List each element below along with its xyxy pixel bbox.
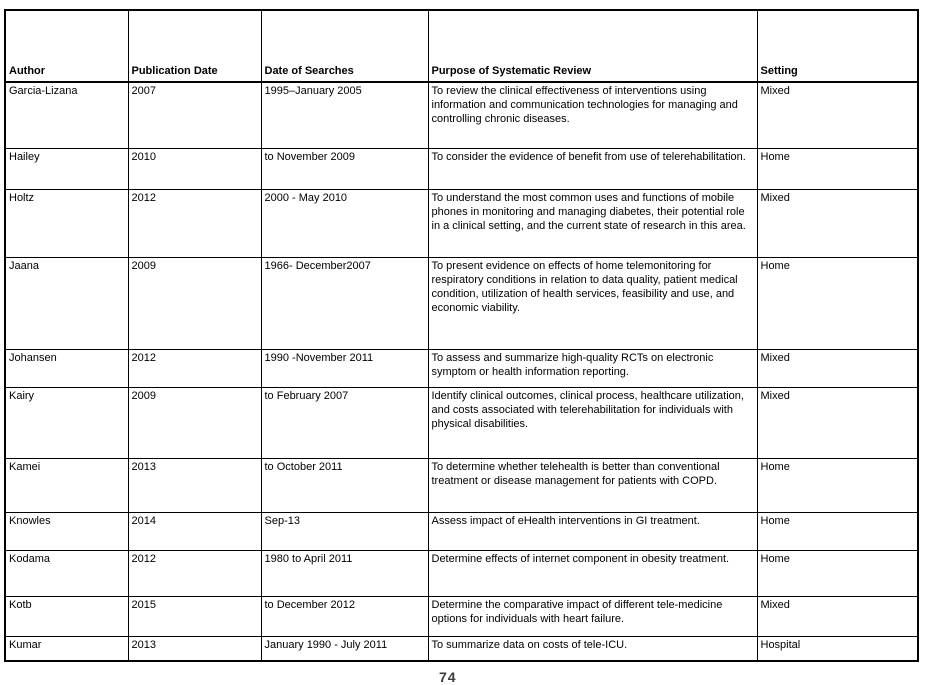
table-row bbox=[5, 350, 918, 388]
column-header-setting: Setting bbox=[757, 10, 918, 82]
cell-publication-date: 2012 bbox=[128, 350, 261, 388]
cell-purpose: Identify clinical outcomes, clinical process, healthcare utilization, and costs associated with telerehabilitation for individuals with physical disabilities. bbox=[428, 388, 757, 459]
cell-setting: Home bbox=[757, 459, 918, 513]
table-row bbox=[5, 459, 918, 513]
cell-setting: Hospital bbox=[757, 637, 918, 662]
cell-setting: Home bbox=[757, 551, 918, 597]
cell-date-of-searches: to November 2009 bbox=[261, 149, 428, 190]
cell-purpose: Determine effects of internet component in obesity treatment. bbox=[428, 551, 757, 597]
cell-date-of-searches: 1966- December2007 bbox=[261, 258, 428, 350]
table-row bbox=[5, 551, 918, 597]
cell-publication-date: 2010 bbox=[128, 149, 261, 190]
cell-date-of-searches: to October 2011 bbox=[261, 459, 428, 513]
cell-publication-date: 2007 bbox=[128, 82, 261, 149]
cell-setting: Home bbox=[757, 149, 918, 190]
cell-author: Hailey bbox=[5, 149, 128, 190]
cell-date-of-searches: 2000 - May 2010 bbox=[261, 190, 428, 258]
cell-author: Jaana bbox=[5, 258, 128, 350]
cell-purpose: To review the clinical effectiveness of interventions using information and communication technologies for managing and controlling chronic diseases. bbox=[428, 82, 757, 149]
page-number-text: 74 bbox=[439, 669, 457, 685]
cell-setting: Mixed bbox=[757, 350, 918, 388]
cell-publication-date: 2012 bbox=[128, 551, 261, 597]
column-header-purpose: Purpose of Systematic Review bbox=[428, 10, 757, 82]
cell-setting: Home bbox=[757, 513, 918, 551]
cell-setting: Mixed bbox=[757, 82, 918, 149]
cell-author: Kairy bbox=[5, 388, 128, 459]
cell-purpose: To present evidence on effects of home telemonitoring for respiratory conditions in relation to data quality, patient medical condition, utilization of health services, feasibility and use, and economic viability. bbox=[428, 258, 757, 350]
cell-author: Kamei bbox=[5, 459, 128, 513]
column-header-author: Author bbox=[5, 10, 128, 82]
cell-publication-date: 2009 bbox=[128, 258, 261, 350]
table-row bbox=[5, 597, 918, 637]
cell-date-of-searches: 1980 to April 2011 bbox=[261, 551, 428, 597]
table-row bbox=[5, 82, 918, 149]
table-row bbox=[5, 149, 918, 190]
cell-author: Knowles bbox=[5, 513, 128, 551]
page-number-partial bbox=[439, 669, 465, 685]
systematic-reviews-table bbox=[4, 9, 919, 662]
cell-author: Holtz bbox=[5, 190, 128, 258]
cell-date-of-searches: to February 2007 bbox=[261, 388, 428, 459]
cell-setting: Mixed bbox=[757, 190, 918, 258]
cell-purpose: To consider the evidence of benefit from use of telerehabilitation. bbox=[428, 149, 757, 190]
cell-publication-date: 2013 bbox=[128, 459, 261, 513]
table-header-row bbox=[5, 10, 918, 82]
column-header-publication-date: Publication Date bbox=[128, 10, 261, 82]
cell-purpose: Assess impact of eHealth interventions in GI treatment. bbox=[428, 513, 757, 551]
cell-date-of-searches: 1995–January 2005 bbox=[261, 82, 428, 149]
cell-purpose: To summarize data on costs of tele-ICU. bbox=[428, 637, 757, 662]
cell-author: Johansen bbox=[5, 350, 128, 388]
cell-publication-date: 2012 bbox=[128, 190, 261, 258]
table-row bbox=[5, 258, 918, 350]
cell-publication-date: 2009 bbox=[128, 388, 261, 459]
table-row bbox=[5, 513, 918, 551]
cell-publication-date: 2015 bbox=[128, 597, 261, 637]
cell-author: Kotb bbox=[5, 597, 128, 637]
cell-setting: Mixed bbox=[757, 597, 918, 637]
table-row bbox=[5, 637, 918, 662]
table-row bbox=[5, 388, 918, 459]
cell-setting: Mixed bbox=[757, 388, 918, 459]
cell-publication-date: 2014 bbox=[128, 513, 261, 551]
cell-author: Kumar bbox=[5, 637, 128, 662]
cell-publication-date: 2013 bbox=[128, 637, 261, 662]
cell-date-of-searches: 1990 -November 2011 bbox=[261, 350, 428, 388]
cell-date-of-searches: Sep-13 bbox=[261, 513, 428, 551]
cell-purpose: To assess and summarize high-quality RCTs on electronic symptom or health information reporting. bbox=[428, 350, 757, 388]
cell-setting: Home bbox=[757, 258, 918, 350]
table-row bbox=[5, 190, 918, 258]
cell-author: Kodama bbox=[5, 551, 128, 597]
cell-purpose: To understand the most common uses and functions of mobile phones in monitoring and managing diabetes, their potential role in a clinical setting, and the current state of research in this area. bbox=[428, 190, 757, 258]
cell-purpose: Determine the comparative impact of different tele-medicine options for individuals with heart failure. bbox=[428, 597, 757, 637]
cell-purpose: To determine whether telehealth is better than conventional treatment or disease management for patients with COPD. bbox=[428, 459, 757, 513]
cell-date-of-searches: January 1990 - July 2011 bbox=[261, 637, 428, 662]
cell-author: Garcia-Lizana bbox=[5, 82, 128, 149]
cell-date-of-searches: to December 2012 bbox=[261, 597, 428, 637]
column-header-date-of-searches: Date of Searches bbox=[261, 10, 428, 82]
